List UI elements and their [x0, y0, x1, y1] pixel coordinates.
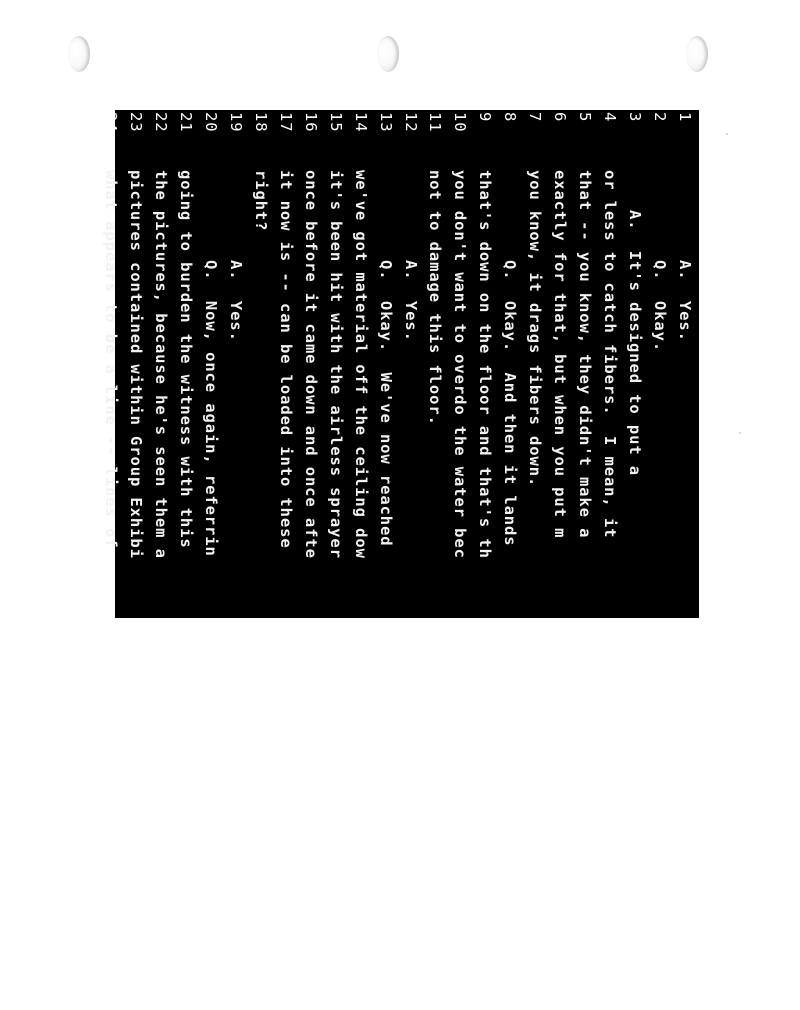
transcript-line [597, 110, 622, 1010]
line-text: going to burden the witness with this [177, 170, 195, 549]
line-number: 14 [351, 112, 370, 133]
transcript-line [223, 110, 248, 1010]
line-number: 7 [526, 112, 545, 123]
line-number: 22 [152, 112, 171, 133]
line-number: 24 [102, 112, 121, 133]
paper-speck [739, 432, 741, 434]
line-text: exactly for that, but when you put m [551, 170, 570, 539]
line-text: once before it came down and once afte [301, 170, 320, 559]
transcript-line [198, 110, 223, 1010]
line-number: 20 [201, 112, 220, 133]
binder-hole-right [686, 36, 708, 72]
transcript-line [248, 110, 273, 1010]
transcript-line [98, 110, 123, 1010]
line-number: 13 [376, 112, 395, 133]
transcript-line [348, 110, 373, 1010]
line-text: not to damage this floor. [426, 170, 445, 426]
transcript-line [647, 110, 672, 1010]
transcript-line [447, 110, 472, 1010]
line-number: 3 [626, 112, 645, 123]
line-text: it now is -- can be loaded into these [276, 170, 295, 549]
line-text: that -- you know, they didn't make a [576, 170, 595, 539]
line-text: you know, it drags fibers down. [526, 170, 545, 488]
transcript-line [148, 110, 173, 1010]
line-text: or less to catch fibers. I mean, it [601, 170, 620, 539]
line-text: right? [251, 170, 270, 232]
transcript-line [497, 110, 522, 1010]
line-text: what appears to be a line -- lines of [102, 170, 121, 549]
transcript-line [273, 110, 298, 1010]
line-text: A. It's designed to put a [626, 210, 645, 477]
line-number: 18 [251, 112, 270, 133]
transcript-line [423, 110, 448, 1010]
line-text: Q. Okay. We've now reached [376, 260, 395, 547]
line-number: 17 [276, 112, 295, 133]
line-text: Q. Now, once again, referrin [201, 260, 220, 557]
line-text: Q. Okay. [651, 260, 670, 353]
transcript-line [398, 110, 423, 1010]
line-text: A. Yes. [226, 260, 245, 342]
line-number: 10 [451, 112, 470, 133]
transcript-line [672, 110, 697, 1010]
line-number: 1 [676, 112, 694, 123]
line-number: 5 [576, 112, 595, 123]
transcript-line [522, 110, 547, 1010]
paper-speck [726, 133, 728, 135]
line-text: that's down on the floor and that's th [476, 170, 495, 559]
transcript-line [373, 110, 398, 1010]
line-number: 6 [551, 112, 570, 123]
line-text: it's been hit with the airless sprayer [326, 170, 345, 559]
line-text: A. Yes. [401, 260, 420, 342]
line-number: 9 [476, 112, 495, 123]
binder-hole-center [377, 36, 399, 72]
line-text: you don't want to overdo the water bec [451, 170, 470, 559]
line-text: the pictures, because he's seen them a [152, 170, 171, 559]
line-text: A. Yes. [676, 260, 694, 342]
line-text: pictures contained within Group Exhibi [127, 170, 146, 559]
transcript-line [173, 110, 198, 1010]
line-number: 16 [301, 112, 320, 133]
line-number: 4 [601, 112, 620, 123]
line-number: 15 [326, 112, 345, 133]
transcript-line [323, 110, 348, 1010]
transcript-line [622, 110, 647, 1010]
line-number: 23 [127, 112, 146, 133]
line-number: 19 [226, 112, 245, 133]
line-number: 2 [651, 112, 670, 123]
line-text: we've got material off the ceiling dow [351, 170, 370, 559]
transcript-page [102, 110, 699, 618]
line-number: 8 [501, 112, 520, 123]
transcript-line [123, 110, 148, 1010]
rotated-transcript [102, 110, 699, 618]
line-number: 21 [177, 112, 195, 133]
line-number: 11 [426, 112, 445, 133]
transcript-line [547, 110, 572, 1010]
line-number: 12 [401, 112, 420, 133]
line-text: Q. Okay. And then it lands [501, 260, 520, 547]
transcript-line [298, 110, 323, 1010]
transcript-line [572, 110, 597, 1010]
transcript-line [472, 110, 497, 1010]
binder-hole-left [68, 36, 90, 72]
